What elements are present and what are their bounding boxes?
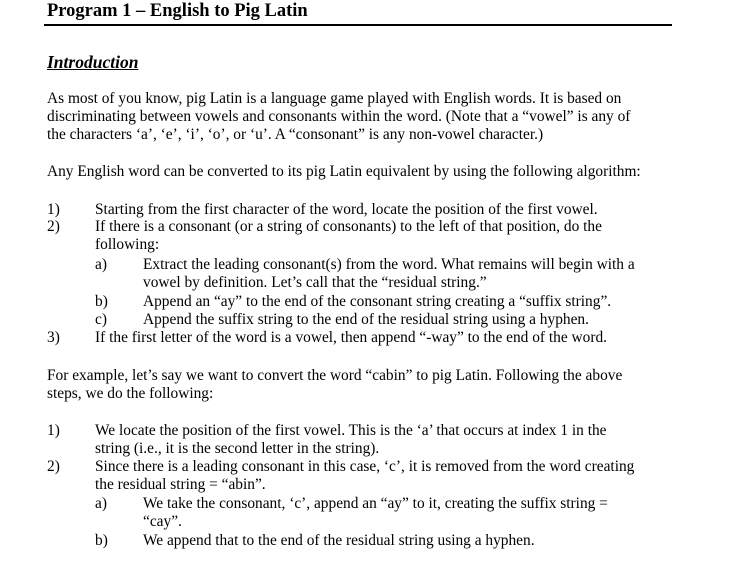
section-heading-introduction: Introduction xyxy=(47,52,139,72)
step-text: Starting from the first character of the word, locate the position of the first vowel. xyxy=(95,201,598,218)
intro-line: discriminating between vowels and consonants within the word. (Note that a “vowel” is any of xyxy=(47,108,631,125)
example-intro-line: For example, let’s say we want to convert the word “cabin” to pig Latin. Following the above xyxy=(47,367,623,384)
substep-text: Append the suffix string to the end of the residual string using a hyphen. xyxy=(143,311,589,328)
step-text: If the first letter of the word is a vowel, then append “-way” to the end of the word. xyxy=(95,329,607,346)
substep-text: vowel by definition. Let’s call that the “residual string.” xyxy=(143,274,487,291)
intro-line: the characters ‘a’, ‘e’, ‘i’, ‘o’, or ‘u’. A “consonant” is any non-vowel character.) xyxy=(47,126,544,143)
intro-line: As most of you know, pig Latin is a language game played with English words. It is based on xyxy=(47,90,622,107)
substep-marker: c) xyxy=(95,311,107,328)
example-substep-text: “cay”. xyxy=(143,513,182,530)
example-substep-text: We append that to the end of the residual string using a hyphen. xyxy=(143,532,535,549)
example-step-marker: 2) xyxy=(47,458,60,475)
example-step-text: We locate the position of the first vowel. This is the ‘a’ that occurs at index 1 in the xyxy=(95,422,607,439)
substep-marker: a) xyxy=(95,256,107,273)
step-text: following: xyxy=(95,236,160,253)
example-substep-marker: b) xyxy=(95,532,108,549)
substep-text: Extract the leading consonant(s) from the word. What remains will begin with a xyxy=(143,256,635,273)
example-substep-text: We take the consonant, ‘c’, append an “ay” to it, creating the suffix string = xyxy=(143,495,608,512)
example-substep-marker: a) xyxy=(95,495,107,512)
step-text: If there is a consonant (or a string of consonants) to the left of that position, do the xyxy=(95,218,602,235)
title-rule xyxy=(44,24,672,26)
step-marker: 2) xyxy=(47,218,60,235)
algorithm-intro: Any English word can be converted to its pig Latin equivalent by using the following algorithm: xyxy=(47,163,641,180)
substep-text: Append an “ay” to the end of the consonant string creating a “suffix string”. xyxy=(143,293,612,310)
step-marker: 1) xyxy=(47,201,60,218)
step-marker: 3) xyxy=(47,329,60,346)
example-step-text: the residual string = “abin”. xyxy=(95,476,266,493)
substep-marker: b) xyxy=(95,293,108,310)
example-step-text: string (i.e., it is the second letter in the string). xyxy=(95,440,380,457)
example-step-text: Since there is a leading consonant in this case, ‘c’, it is removed from the word creating xyxy=(95,458,635,475)
example-step-marker: 1) xyxy=(47,422,60,439)
document-title: Program 1 – English to Pig Latin xyxy=(47,1,308,21)
example-intro-line: steps, we do the following: xyxy=(47,385,214,402)
